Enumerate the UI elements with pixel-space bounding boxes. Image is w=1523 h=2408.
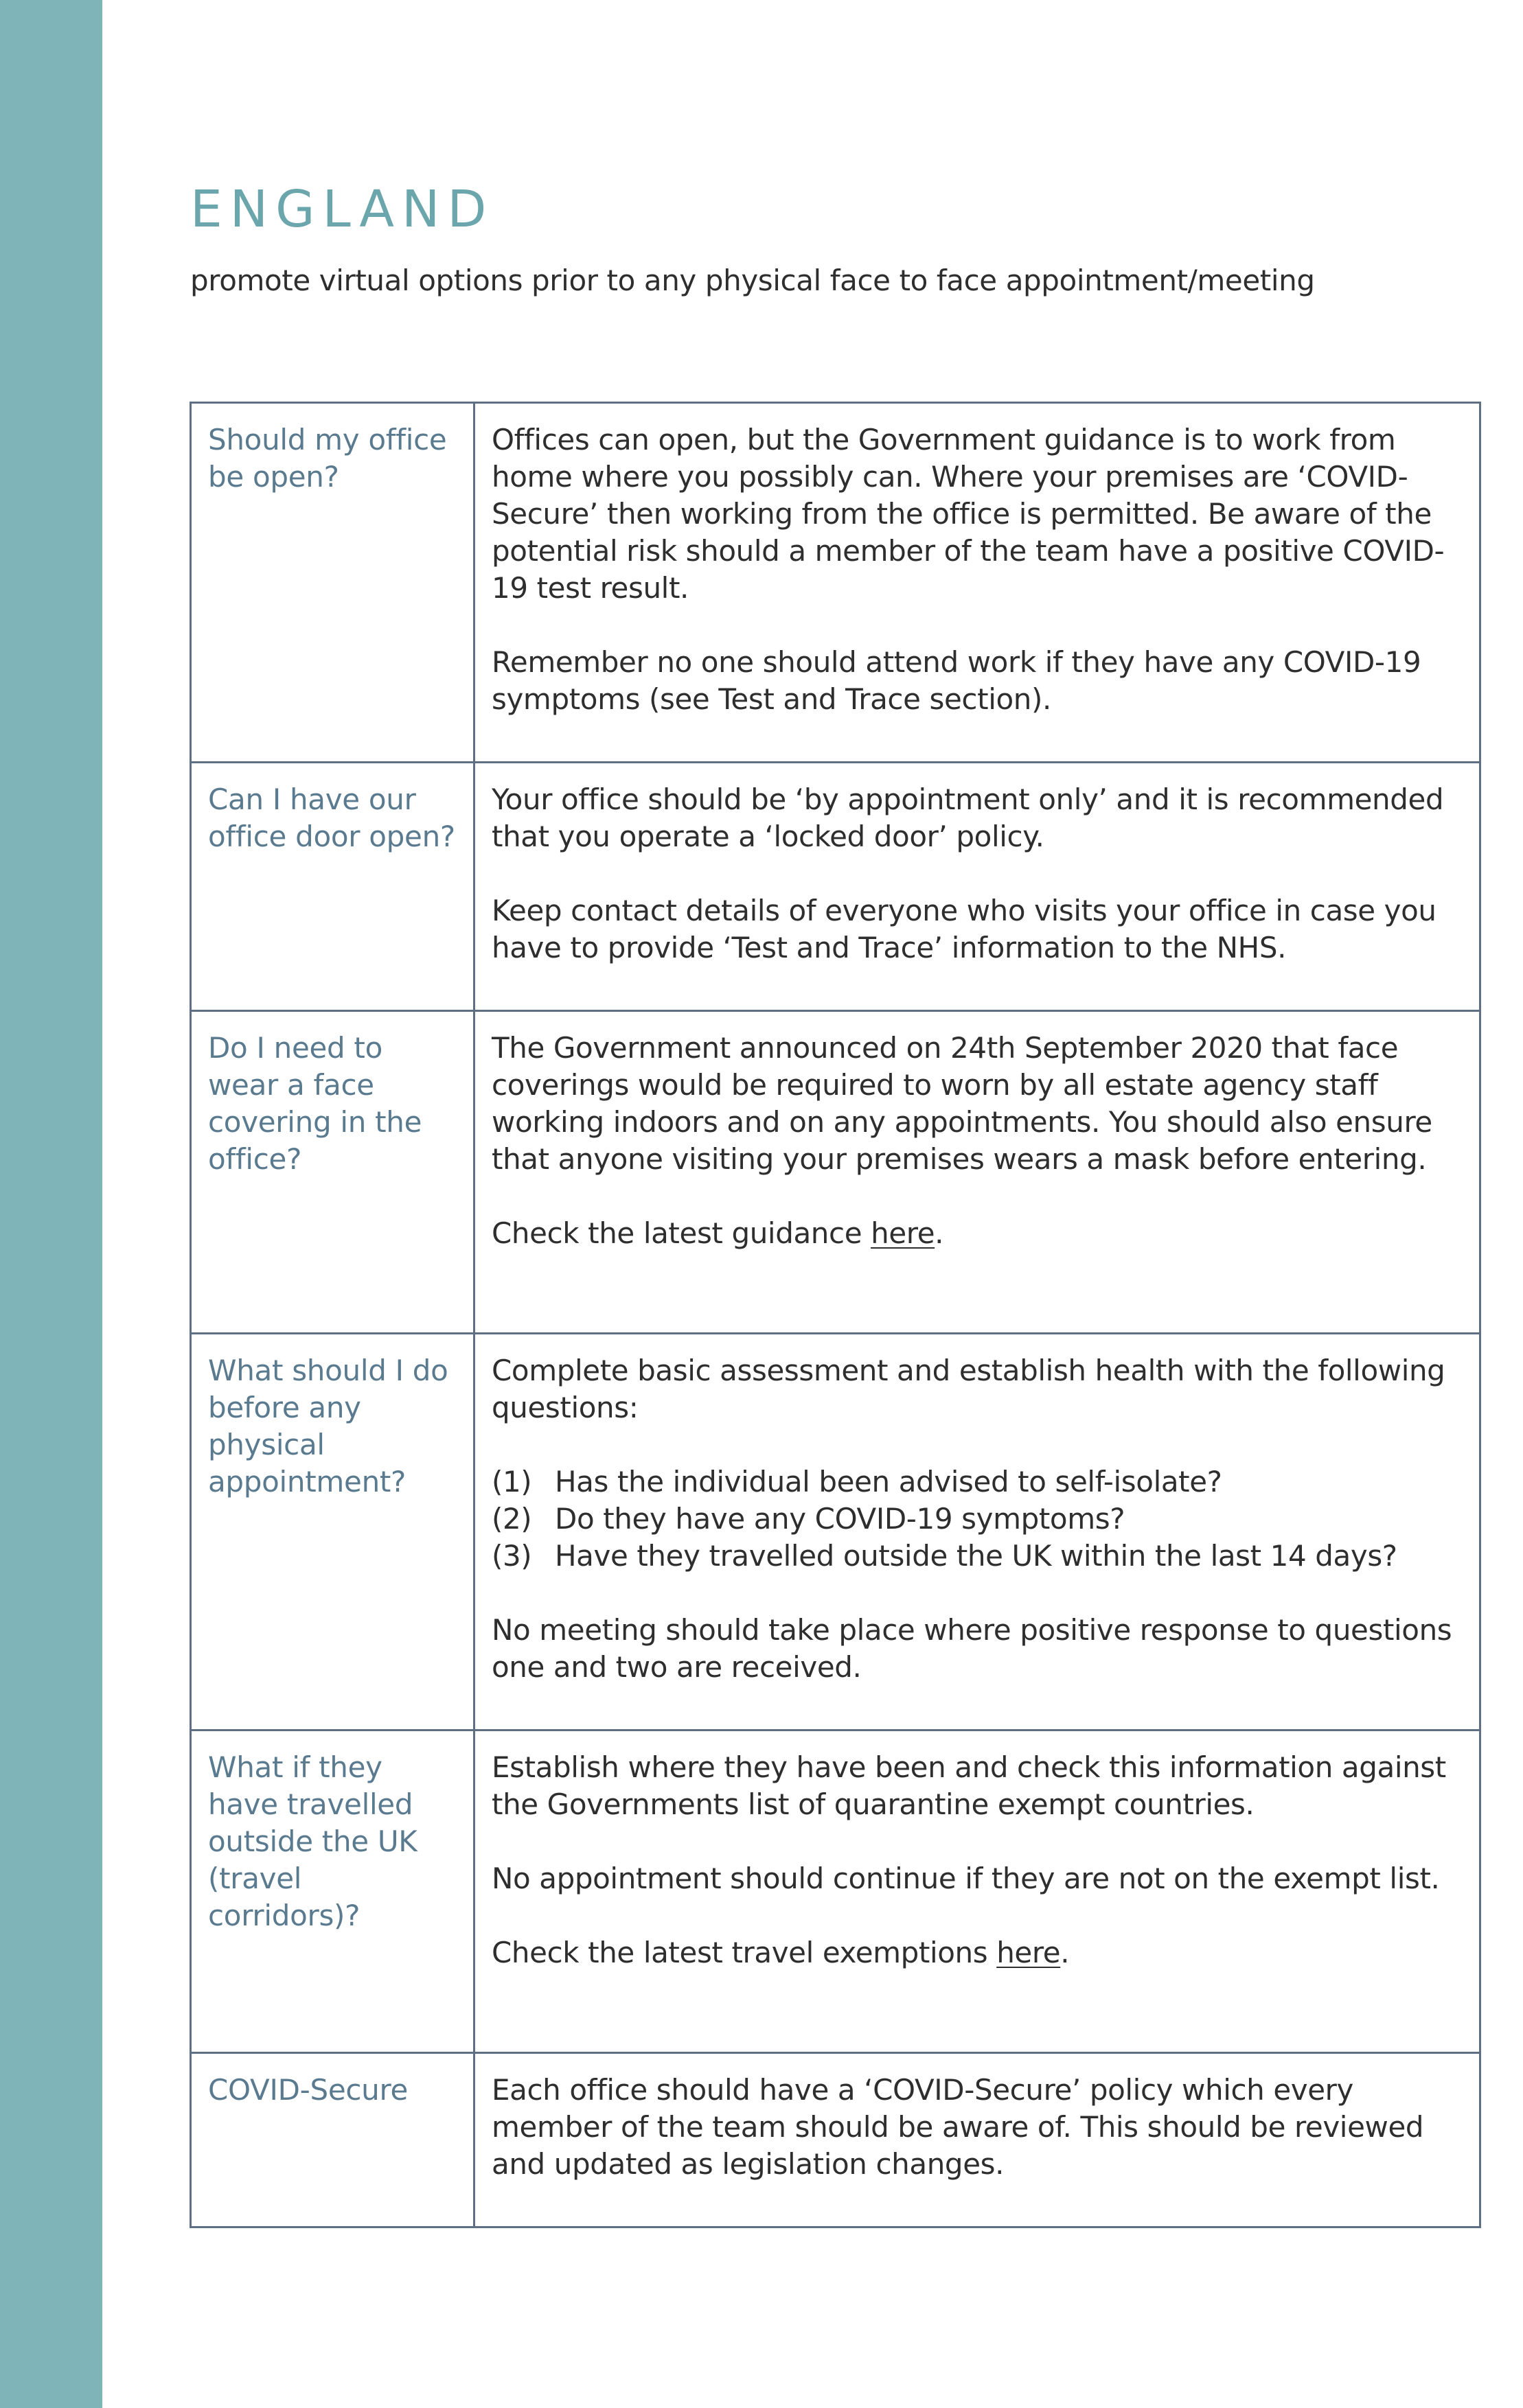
list-item — [492, 1501, 1463, 1538]
question-text: Can I have our office door open? — [208, 783, 455, 853]
answer-covid-secure — [474, 2053, 1480, 2227]
list-item — [492, 1463, 1463, 1501]
question-text: What should I do before any physical appointment? — [208, 1354, 448, 1498]
list-number: (2) — [492, 1502, 532, 1536]
guidance-link-prefix: Check the latest guidance — [492, 1216, 871, 1250]
answer-office-open — [474, 403, 1480, 763]
answer-paragraph: The Government announced on 24th September 2020 that face coverings would be required to worn by all estate agency staff working indoors and on any appointments. You should also ensure that anyone visiting your premises wears a mask before entering. — [492, 1031, 1432, 1176]
table-row — [191, 763, 1480, 1011]
page-title: ENGLAND — [190, 180, 494, 239]
question-office-open — [191, 403, 474, 763]
answer-paragraph: Complete basic assessment and establish health with the following questions: — [492, 1354, 1445, 1424]
question-text: COVID-Secure — [208, 2073, 409, 2107]
answer-paragraph: Offices can open, but the Government guidance is to work from home where you possibly can. Where your premises are ‘COVID-Secure’ then working from the office is permitted. Be aware of the potential risk should a member of the team have a positive COVID-19 test result. — [492, 423, 1445, 605]
question-office-door — [191, 763, 474, 1011]
page-subtitle: promote virtual options prior to any physical face to face appointment/meeting — [190, 264, 1315, 297]
list-text: Do they have any COVID-19 symptoms? — [555, 1502, 1125, 1536]
question-text: Should my office be open? — [208, 423, 447, 494]
table-row — [191, 2053, 1480, 2227]
guidance-here-link[interactable]: here — [871, 1216, 935, 1250]
list-number: (3) — [492, 1539, 532, 1573]
answer-paragraph: Keep contact details of everyone who visits your office in case you have to provide ‘Test and Trace’ information to the NHS. — [492, 894, 1436, 964]
question-text: What if they have travelled outside the UK (travel corridors)? — [208, 1750, 417, 1932]
answer-travelled-outside-uk — [474, 1730, 1480, 2053]
health-questions-list — [492, 1463, 1463, 1575]
answer-before-appointment — [474, 1334, 1480, 1730]
question-before-appointment — [191, 1334, 474, 1730]
question-face-covering — [191, 1011, 474, 1334]
travel-link-prefix: Check the latest travel exemptions — [492, 1936, 997, 1969]
guidance-table — [190, 402, 1481, 2228]
question-covid-secure — [191, 2053, 474, 2227]
answer-paragraph — [492, 1215, 1463, 1252]
answer-paragraph — [492, 1934, 1463, 1971]
question-travelled-outside-uk — [191, 1730, 474, 2053]
travel-exemptions-here-link[interactable]: here — [996, 1936, 1061, 1969]
side-color-band — [0, 0, 102, 2408]
list-number: (1) — [492, 1465, 532, 1498]
question-text: Do I need to wear a face covering in the office? — [208, 1031, 422, 1176]
answer-paragraph: Establish where they have been and check this information against the Governments list of quarantine exempt countries. — [492, 1750, 1446, 1821]
travel-link-suffix: . — [1060, 1936, 1070, 1969]
table-row — [191, 1011, 1480, 1334]
list-item — [492, 1538, 1463, 1575]
table-row — [191, 1730, 1480, 2053]
answer-paragraph: No appointment should continue if they are not on the exempt list. — [492, 1862, 1440, 1895]
answer-office-door — [474, 763, 1480, 1011]
answer-paragraph: No meeting should take place where positive response to questions one and two are received. — [492, 1613, 1452, 1684]
table-row — [191, 1334, 1480, 1730]
guidance-link-suffix: . — [935, 1216, 944, 1250]
answer-paragraph: Each office should have a ‘COVID-Secure’ policy which every member of the team should be aware of. This should be reviewed and updated as legislation changes. — [492, 2073, 1424, 2181]
answer-face-covering — [474, 1011, 1480, 1334]
answer-paragraph: Your office should be ‘by appointment only’ and it is recommended that you operate a ‘locked door’ policy. — [492, 783, 1444, 853]
list-text: Has the individual been advised to self-isolate? — [555, 1465, 1222, 1498]
table-row — [191, 403, 1480, 763]
answer-paragraph: Remember no one should attend work if they have any COVID-19 symptoms (see Test and Trace section). — [492, 645, 1421, 716]
list-text: Have they travelled outside the UK within the last 14 days? — [555, 1539, 1397, 1573]
